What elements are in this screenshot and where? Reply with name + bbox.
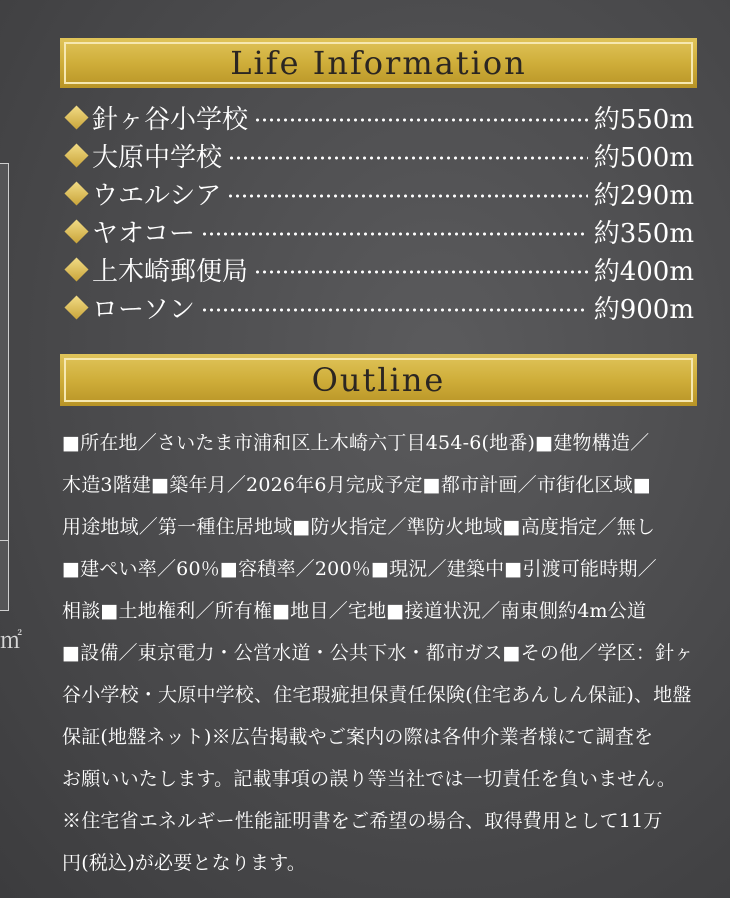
facility-name: 上木崎郵便局 <box>92 256 249 287</box>
facility-distance: 約500m <box>593 142 694 173</box>
outline-line: 相談■土地権利／所有権■地目／宅地■接道状況／南東側約4m公道 <box>62 600 647 622</box>
dotted-leader <box>254 118 588 122</box>
outline-banner-frame <box>64 358 693 402</box>
list-item <box>64 136 694 174</box>
diamond-bullet-icon <box>64 105 88 129</box>
facility-name: 大原中学校 <box>92 142 223 173</box>
outline-line: 用途地域／第一種住居地域■防火指定／準防火地域■高度指定／無し <box>62 516 656 538</box>
life-information-list <box>64 98 694 326</box>
outline-text <box>62 422 698 884</box>
diamond-bullet-icon <box>64 257 88 281</box>
facility-name: ローソン <box>92 294 195 325</box>
dotted-leader <box>201 308 588 312</box>
list-item <box>64 250 694 288</box>
area-unit-label: ㎡ <box>0 629 23 654</box>
outline-line: お願いいたします。記載事項の誤り等当社では一切責任を負いません。 <box>62 768 677 790</box>
outline-line: 木造3階建■築年月／2026年6月完成予定■都市計画／市街化区域■ <box>62 474 651 496</box>
list-item <box>64 288 694 326</box>
life-information-banner <box>60 38 697 88</box>
outline-line: ■所在地／さいたま市浦和区上木崎六丁目454-6(地番)■建物構造／ <box>62 432 650 454</box>
facility-distance: 約290m <box>593 180 694 211</box>
life-information-banner-frame <box>64 42 693 84</box>
outline-banner <box>60 354 697 406</box>
dotted-leader <box>228 156 588 160</box>
left-edge-divider <box>0 540 8 541</box>
facility-distance: 約400m <box>593 256 694 287</box>
diamond-bullet-icon <box>64 143 88 167</box>
dotted-leader <box>227 194 587 198</box>
outline-line: ※住宅省エネルギー性能証明書をご希望の場合、取得費用として11万 <box>62 810 663 832</box>
facility-distance: 約550m <box>593 104 694 135</box>
facility-name: ウエルシア <box>92 180 222 211</box>
diamond-bullet-icon <box>64 219 88 243</box>
outline-line: 保証(地盤ネット)※広告掲載やご案内の際は各仲介業者様にて調査を <box>62 726 654 748</box>
facility-distance: 約350m <box>593 218 694 249</box>
outline-title: Outline <box>311 361 446 399</box>
left-edge-panel <box>0 163 9 611</box>
facility-distance: 約900m <box>593 294 694 325</box>
list-item <box>64 98 694 136</box>
dotted-leader <box>201 232 588 236</box>
outline-line: 円(税込)が必要となります。 <box>62 852 307 874</box>
dotted-leader <box>254 270 588 274</box>
life-information-title: Life Information <box>230 44 527 82</box>
outline-line: ■設備／東京電力・公営水道・公共下水・都市ガス■その他／学区：針ヶ <box>62 642 694 664</box>
outline-line: ■建ぺい率／60％■容積率／200％■現況／建築中■引渡可能時期／ <box>62 558 657 580</box>
diamond-bullet-icon <box>64 181 88 205</box>
facility-name: 針ヶ谷小学校 <box>92 104 249 135</box>
diamond-bullet-icon <box>64 295 88 319</box>
outline-line: 谷小学校・大原中学校、住宅瑕疵担保責任保険(住宅あんしん保証)、地盤 <box>62 684 692 706</box>
list-item <box>64 212 694 250</box>
list-item <box>64 174 694 212</box>
facility-name: ヤオコー <box>92 218 195 249</box>
